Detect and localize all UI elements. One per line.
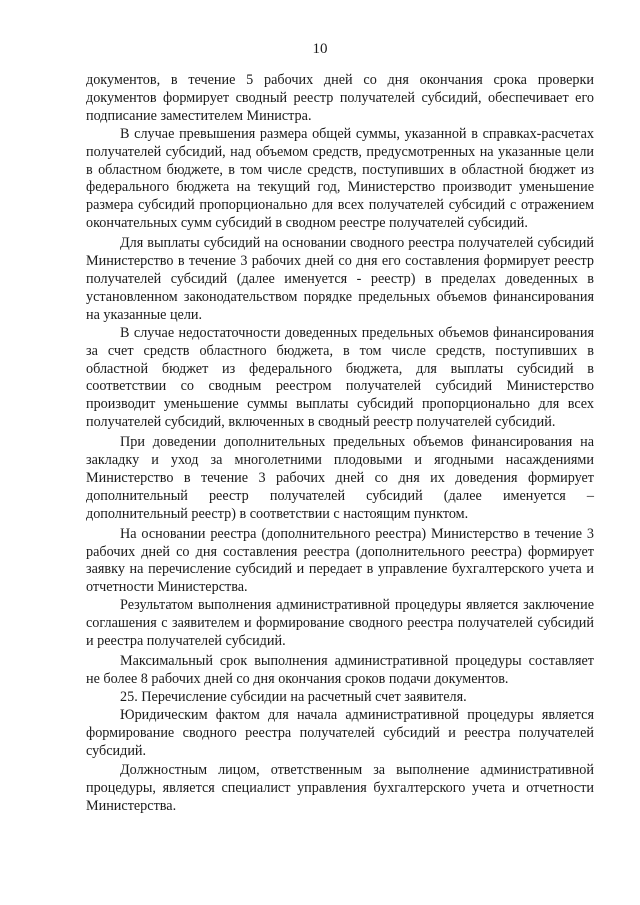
paragraph-legal-fact: Юридическим фактом для начала административной процедуры является формирование сводного реестра получателей субсидий и реестра получателей субсидий. [86,706,594,759]
section-25-heading: 25. Перечисление субсидии на расчетный счет заявителя. [120,688,467,705]
paragraph-procedure-result: Результатом выполнения административной процедуры является заключение соглашения с заявителем и формирование сводного реестра получателей субсидий и реестра получателей субсидий. [86,597,594,650]
paragraph-registry-formation: Для выплаты субсидий на основании сводного реестра получателей субсидий Министерство в течение 3 рабочих дней со дня его составления формирует реестр получателей субсидий (далее именуется - реестр) в пределах доведенных в установленном законодательством порядке предельных объемов финансирования на указанные цели. [86,235,594,323]
paragraph-continuation: документов, в течение 5 рабочих дней со дня окончания срока проверки документов формирует сводный реестр получателей субсидий, обеспечивает его подписание заместителем Министра. [86,72,594,124]
page-number: 10 [312,41,328,57]
paragraph-responsible-official: Должностным лицом, ответственным за выполнение административной процедуры, является специалист управления бухгалтерского учета и отчетности Министерства. [86,762,594,815]
paragraph-max-term: Максимальный срок выполнения административной процедуры составляет не более 8 рабочих дней со дня окончания сроков подачи документов. [86,653,594,687]
paragraph-subsidy-excess: В случае превышения размера общей суммы, указанной в справках-расчетах получателей субсидий, над объемом средств, предусмотренных на указанные цели в областном бюджете, в том числе средств, поступивших в областной бюджет из федерального бюджета на текущий год, Министерство производит уменьшение размера субсидий пропорционально для всех получателей субсидий с отражением окончательных сумм субсидий в сводном реестре получателей субсидий. [86,125,594,232]
paragraph-additional-registry: При доведении дополнительных предельных объемов финансирования на закладку и уход за многолетними плодовыми и ягодными насаждениями Министерство в течение 3 рабочих дней со дня их доведения формирует дополнительный реестр получателей субсидий (далее именуется – дополнительный реестр) в соответствии с настоящим пунктом. [86,434,594,522]
document-body [86,72,594,816]
paragraph-insufficient-funding: В случае недостаточности доведенных предельных объемов финансирования за счет средств областного бюджета, в том числе средств, поступивших в областной бюджет из федерального бюджета, для выплаты субсидий в соответствии со сводным реестром получателей субсидий Министерство производит уменьшение суммы выплаты субсидий пропорционально для всех получателей субсидий, включенных в сводный реестр получателей субсидий. [86,324,594,431]
paragraph-transfer-request: На основании реестра (дополнительного реестра) Министерство в течение 3 рабочих дней со дня составления реестра (дополнительного реестра) формирует заявку на перечисление субсидий и передает в управление бухгалтерского учета и отчетности Министерства. [86,525,594,596]
